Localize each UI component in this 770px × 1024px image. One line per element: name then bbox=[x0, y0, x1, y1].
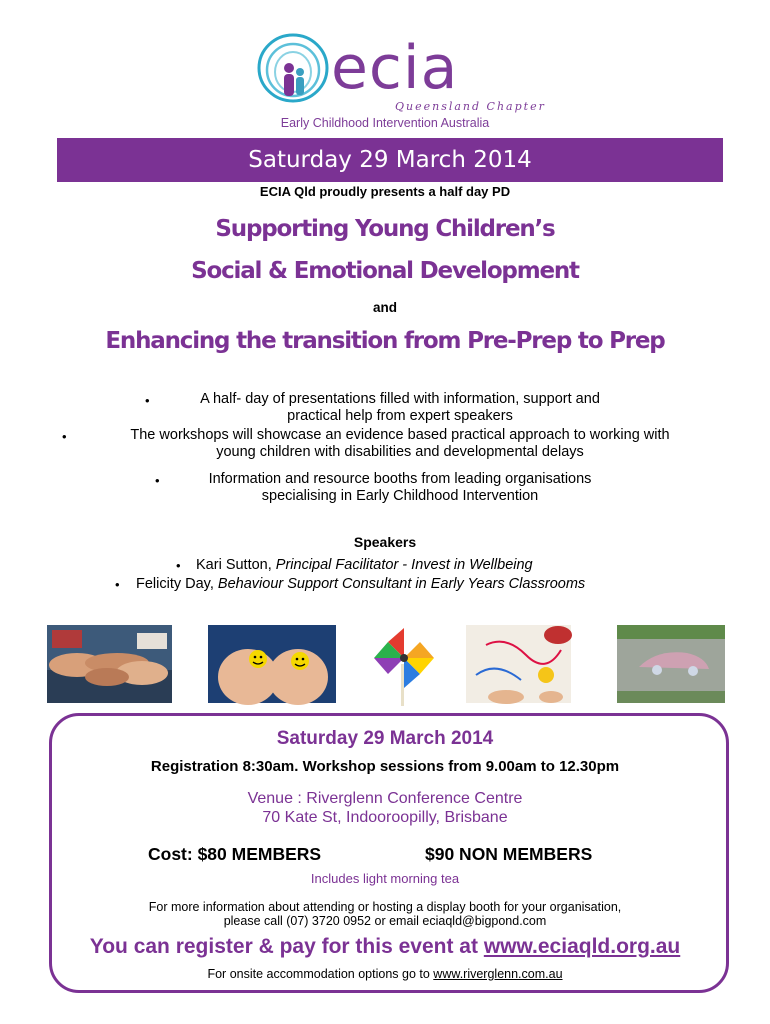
bullet-dot: • bbox=[62, 429, 67, 444]
speaker-role: Principal Facilitator - Invest in Wellbeing bbox=[275, 557, 533, 573]
info-line-2: please call (07) 3720 0952 or email eciaqld@bigpond.com bbox=[223, 914, 547, 928]
bullet-dot: • bbox=[115, 577, 120, 592]
bullet-item bbox=[160, 391, 640, 425]
accommodation-text: For onsite accommodation options go to bbox=[207, 967, 434, 981]
date-banner: Saturday 29 March 2014 bbox=[57, 138, 723, 182]
accommodation-link[interactable]: www.riverglenn.com.au bbox=[433, 967, 563, 981]
bullet-dot: • bbox=[145, 393, 150, 408]
venue-address: 70 Kate St, Indooroopilly, Brisbane bbox=[262, 809, 508, 826]
speaker-role: Behaviour Support Consultant in Early Years Classrooms bbox=[217, 576, 586, 592]
speaker-item bbox=[136, 576, 585, 592]
bullet-dot: • bbox=[155, 473, 160, 488]
register-line bbox=[0, 935, 770, 959]
venue-name: Venue : Riverglenn Conference Centre bbox=[247, 790, 523, 807]
cost-members: Cost: $80 MEMBERS bbox=[148, 844, 322, 864]
photo-chalk-car bbox=[617, 625, 725, 703]
cost-non-members: $90 NON MEMBERS bbox=[425, 844, 593, 864]
register-link[interactable]: www.eciaqld.org.au bbox=[483, 935, 681, 958]
registration-line: Registration 8:30am. Workshop sessions from 9.00am to 12.30pm bbox=[150, 758, 620, 775]
photo-pinwheel bbox=[368, 622, 440, 706]
bullet-dot: • bbox=[176, 558, 181, 573]
speaker-name: Felicity Day, bbox=[136, 576, 218, 592]
bullet-line: specialising in Early Childhood Intervention bbox=[261, 488, 539, 504]
logo-chapter: Queensland Chapter bbox=[395, 100, 546, 113]
includes-note: Includes light morning tea bbox=[310, 871, 460, 886]
ecia-logo bbox=[255, 28, 546, 116]
accommodation-line bbox=[0, 967, 770, 981]
title-line-2: Social & Emotional Development bbox=[191, 258, 579, 284]
bullet-item bbox=[80, 427, 720, 461]
logo-wordmark: ecia bbox=[331, 33, 459, 103]
title-line-3: Enhancing the transition from Pre-Prep to Prep bbox=[105, 328, 665, 354]
speakers-heading: Speakers bbox=[353, 534, 417, 550]
and-word: and bbox=[372, 300, 397, 315]
box-date: Saturday 29 March 2014 bbox=[276, 728, 494, 749]
bullet-line: Information and resource booths from leading organisations bbox=[208, 471, 592, 487]
bullet-line: young children with disabilities and developmental delays bbox=[216, 444, 584, 460]
register-text: You can register & pay for this event at bbox=[89, 935, 484, 958]
org-name: Early Childhood Intervention Australia bbox=[280, 116, 490, 130]
presents-line: ECIA Qld proudly presents a half day PD bbox=[259, 184, 511, 199]
photo-smiley-hands bbox=[208, 625, 336, 703]
photo-children-drawing bbox=[466, 625, 571, 703]
title-line-1: Supporting Young Children’s bbox=[215, 216, 555, 242]
photo-joined-hands bbox=[47, 625, 172, 703]
speaker-name: Kari Sutton, bbox=[196, 557, 276, 573]
bullet-item bbox=[170, 471, 630, 505]
speaker-item bbox=[196, 557, 533, 573]
bullet-line: A half- day of presentations filled with information, support and bbox=[200, 391, 600, 407]
bullet-line: The workshops will showcase an evidence based practical approach to working with bbox=[130, 427, 670, 443]
info-line-1: For more information about attending or hosting a display booth for your organisation, bbox=[148, 900, 622, 914]
bullet-line: practical help from expert speakers bbox=[287, 408, 513, 424]
